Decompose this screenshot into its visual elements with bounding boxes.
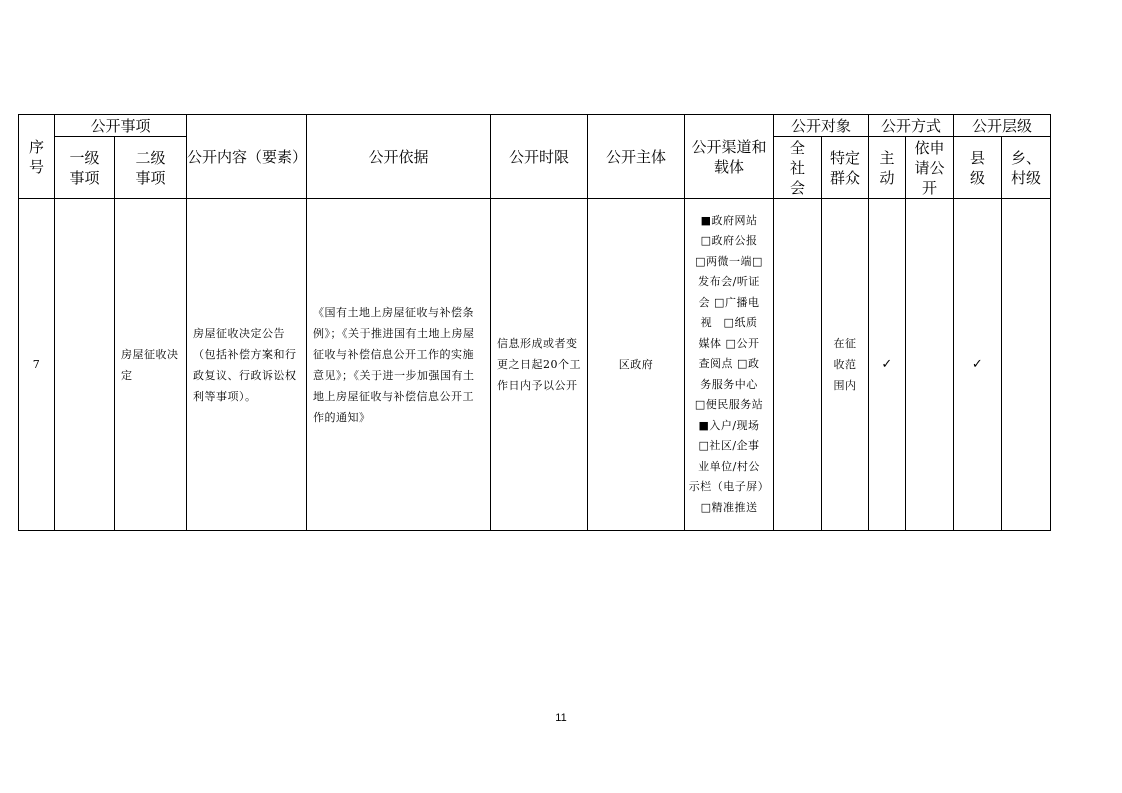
cell-subject: 区政府 [588, 199, 685, 531]
header-audience-all: 全社会 [774, 137, 822, 199]
disclosure-table [18, 114, 1051, 531]
channel-item: □社区/企事 [698, 439, 760, 453]
channel-item: □两微一端□ [695, 254, 763, 268]
header-method-group: 公开方式 [869, 115, 954, 137]
header-level-group: 公开层级 [954, 115, 1051, 137]
channel-item: 业单位/村公 [698, 459, 760, 473]
cell-seq: 7 [19, 199, 55, 531]
channel-item: □精准推送 [700, 500, 758, 514]
header-method-active: 主动 [869, 137, 906, 199]
header-level1: 一级事项 [55, 137, 115, 199]
cell-level-town [1002, 199, 1051, 531]
channel-item: 务服务中心 [700, 377, 758, 391]
cell-time-limit: 信息形成或者变更之日起20个工作日内予以公开 [491, 199, 588, 531]
channel-item: 查阅点 □政 [698, 357, 760, 371]
header-level-county: 县级 [954, 137, 1002, 199]
channel-item: 示栏（电子屏） [688, 480, 770, 494]
channel-item: □便民服务站 [694, 398, 764, 412]
header-level-town: 乡、村级 [1002, 137, 1051, 199]
header-audience-specific: 特定群众 [822, 137, 869, 199]
page-number: 11 [555, 712, 567, 724]
cell-audience-all [774, 199, 822, 531]
cell-basis: 《国有土地上房屋征收与补偿条例》；《关于推进国有土地上房屋征收与补偿信息公开工作的实施意见》；《关于进一步加强国有土地上房屋征收与补偿信息公开工作的通知》 [307, 199, 491, 531]
check-icon: ✓ [869, 199, 906, 531]
header-content: 公开内容（要素） [187, 115, 307, 199]
channel-item: □政府公报 [700, 234, 758, 248]
cell-level2: 房屋征收决定 [115, 199, 187, 531]
header-subject: 公开主体 [588, 115, 685, 199]
header-audience-group: 公开对象 [774, 115, 869, 137]
header-channels: 公开渠道和载体 [685, 115, 774, 199]
channel-item: 发布会/听证 [698, 275, 760, 289]
channel-item: 视 □纸质 [700, 316, 758, 330]
cell-level1 [55, 199, 115, 531]
channel-item: 会 □广播电 [698, 295, 760, 309]
header-method-request: 依申请公开 [906, 137, 954, 199]
header-basis: 公开依据 [307, 115, 491, 199]
cell-audience-specific: 在征收范围内 [822, 199, 869, 531]
channel-item: 媒体 □公开 [698, 336, 760, 350]
channel-item: ■政府网站 [700, 213, 758, 227]
header-level2: 二级事项 [115, 137, 187, 199]
cell-channels [685, 199, 774, 531]
cell-content: 房屋征收决定公告（包括补偿方案和行政复议、行政诉讼权利等事项）。 [187, 199, 307, 531]
check-icon: ✓ [954, 199, 1002, 531]
table-row [19, 199, 1051, 531]
cell-method-request [906, 199, 954, 531]
header-time-limit: 公开时限 [491, 115, 588, 199]
header-items-group: 公开事项 [55, 115, 187, 137]
channel-item: ■入户/现场 [698, 418, 760, 432]
header-seq: 序号 [19, 115, 55, 199]
